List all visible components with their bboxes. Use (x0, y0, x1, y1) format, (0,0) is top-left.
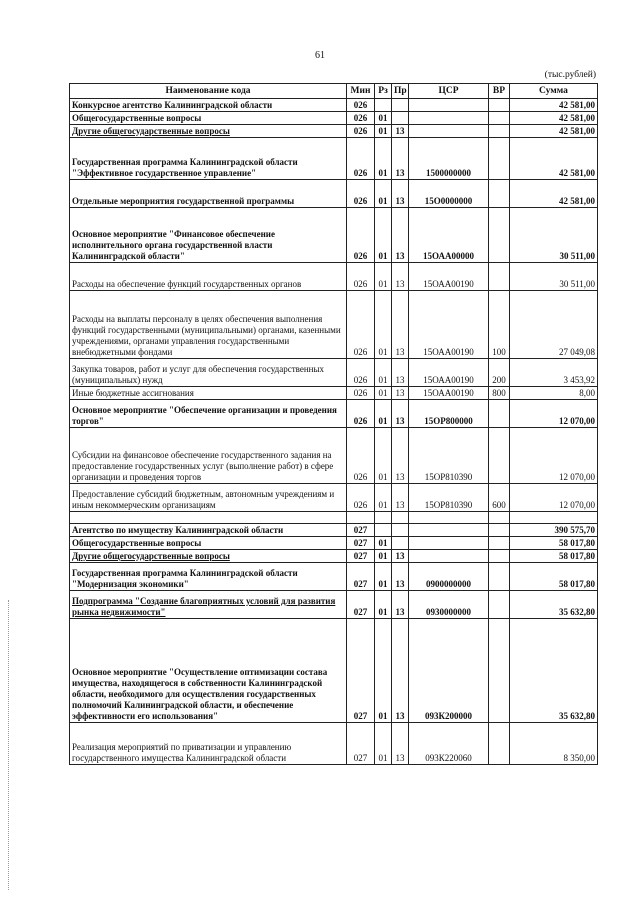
row-csr (409, 138, 489, 180)
row-csr (409, 99, 489, 112)
row-min (347, 619, 375, 723)
table-row (70, 125, 598, 138)
row-name (70, 99, 347, 112)
row-min (347, 428, 375, 484)
row-min (347, 125, 375, 138)
row-name-text: Реализация мероприятий по приватизации и управлению государственного имущества Калининградской области (72, 742, 292, 763)
row-sum (510, 563, 598, 591)
row-sum-text: 58 017,80 (559, 538, 595, 548)
row-pr-text: 13 (395, 500, 405, 510)
row-sum (510, 138, 598, 180)
row-sum (510, 428, 598, 484)
row-vr (489, 524, 510, 537)
row-min-text: 026 (353, 100, 368, 110)
row-pr (392, 524, 409, 537)
row-min (347, 524, 375, 537)
row-rz (375, 484, 392, 512)
row-csr (409, 359, 489, 387)
row-name (70, 208, 347, 263)
row-sum-text: 3 453,92 (563, 375, 595, 385)
row-name-text: Расходы на выплаты персоналу в целях обеспечения выполнения функций государственными (муниципальными) органами, казенными учреждениями, органами управления государственными внебюджетными фондами (72, 314, 341, 357)
row-min (347, 563, 375, 591)
row-pr (392, 591, 409, 619)
row-rz (375, 550, 392, 563)
table-row (70, 112, 598, 125)
row-name-text: Основное мероприятие "Финансовое обеспечение исполнительного органа государственной власти Калининградской области" (72, 229, 275, 261)
row-name-text: Другие общегосударственные вопросы (72, 126, 230, 136)
row-rz (375, 112, 392, 125)
row-csr (409, 125, 489, 138)
row-name-text: Общегосударственные вопросы (72, 538, 202, 548)
row-sum (510, 208, 598, 263)
row-min (347, 112, 375, 125)
row-csr-text: 15О0000000 (424, 196, 473, 206)
row-pr-text: 13 (395, 551, 405, 561)
row-csr-text: 15ОАА00190 (423, 347, 474, 357)
row-csr (409, 524, 489, 537)
row-sum (510, 180, 598, 208)
row-csr (409, 550, 489, 563)
row-pr (392, 428, 409, 484)
row-pr (392, 512, 409, 524)
header-rz: Рз (375, 84, 392, 99)
row-vr (489, 512, 510, 524)
row-vr (489, 180, 510, 208)
row-pr (392, 537, 409, 550)
table-row (70, 524, 598, 537)
row-csr (409, 112, 489, 125)
row-csr (409, 484, 489, 512)
row-vr (489, 359, 510, 387)
table-row (70, 387, 598, 400)
row-pr (392, 291, 409, 359)
row-pr-text: 13 (395, 347, 405, 357)
row-vr (489, 208, 510, 263)
row-vr (489, 112, 510, 125)
row-name-text: Подпрограмма "Создание благоприятных условий для развития рынка недвижимости" (72, 596, 336, 617)
row-name (70, 428, 347, 484)
row-min-text: 027 (353, 525, 368, 535)
row-name-text: Конкурсное агентство Калининградской области (72, 100, 273, 110)
row-csr (409, 591, 489, 619)
row-min (347, 99, 375, 112)
row-name-text: Другие общегосударственные вопросы (72, 551, 230, 561)
row-sum-text: 30 511,00 (559, 251, 595, 261)
header-pr: Пр (392, 84, 409, 99)
table-row (70, 619, 598, 723)
row-rz-text: 01 (378, 279, 388, 289)
row-name (70, 138, 347, 180)
row-min-text: 026 (353, 388, 368, 398)
row-min (347, 359, 375, 387)
row-sum-text: 58 017,80 (559, 579, 595, 589)
table-row (70, 512, 598, 524)
row-csr-text: 093К220060 (425, 753, 472, 763)
row-sum (510, 291, 598, 359)
row-rz (375, 263, 392, 291)
row-name-text: Отдельные мероприятия государственной программы (72, 196, 295, 206)
row-csr-text: 15ОР800000 (424, 416, 473, 426)
row-sum-text: 42 581,00 (559, 126, 595, 136)
row-name-text: Общегосударственные вопросы (72, 113, 202, 123)
row-sum-text: 35 632,80 (559, 711, 595, 721)
header-sum: Сумма (510, 84, 598, 99)
row-vr (489, 99, 510, 112)
row-rz-text: 01 (378, 711, 388, 721)
row-min (347, 263, 375, 291)
table-row (70, 208, 598, 263)
row-name (70, 112, 347, 125)
row-rz-text: 01 (378, 388, 388, 398)
row-min-text: 026 (353, 375, 368, 385)
row-sum-text: 8,00 (579, 388, 595, 398)
row-sum (510, 400, 598, 428)
row-csr-text: 1500000000 (426, 168, 471, 178)
table-row (70, 484, 598, 512)
row-pr (392, 400, 409, 428)
row-csr-text: 0930000000 (426, 607, 471, 617)
row-min-text: 026 (353, 251, 368, 261)
units-label: (тыс.рублей) (544, 70, 596, 80)
row-name (70, 400, 347, 428)
header-name: Наименование кода (70, 84, 347, 99)
row-vr (489, 537, 510, 550)
row-name (70, 537, 347, 550)
row-pr-text: 13 (395, 579, 405, 589)
row-pr-text: 13 (395, 388, 405, 398)
row-min-text: 026 (353, 168, 368, 178)
row-rz-text: 01 (378, 607, 388, 617)
row-pr (392, 619, 409, 723)
row-vr-text: 100 (492, 347, 506, 357)
row-rz-text: 01 (378, 753, 388, 763)
row-rz (375, 138, 392, 180)
row-pr (392, 359, 409, 387)
row-csr-text: 15ОР810390 (424, 472, 473, 482)
row-sum (510, 359, 598, 387)
row-min-text: 027 (353, 579, 368, 589)
row-sum-text: 35 632,80 (559, 607, 595, 617)
table-row (70, 138, 598, 180)
row-sum (510, 550, 598, 563)
row-sum (510, 537, 598, 550)
row-name-text: Основное мероприятие "Обеспечение организации и проведения торгов" (72, 405, 337, 426)
row-name-text: Закупка товаров, работ и услуг для обеспечения государственных (муниципальных) нужд (72, 364, 325, 385)
row-name (70, 512, 347, 524)
row-rz (375, 400, 392, 428)
row-sum-text: 390 575,70 (554, 525, 595, 535)
table-row (70, 428, 598, 484)
row-pr-text: 13 (395, 375, 405, 385)
row-name (70, 619, 347, 723)
row-vr (489, 484, 510, 512)
row-name (70, 125, 347, 138)
row-csr (409, 723, 489, 765)
row-csr (409, 208, 489, 263)
row-csr-text: 15ОАА00190 (423, 279, 474, 289)
row-vr (489, 138, 510, 180)
row-min-text: 026 (353, 196, 368, 206)
header-csr: ЦСР (409, 84, 489, 99)
row-rz-text: 01 (378, 500, 388, 510)
row-pr (392, 208, 409, 263)
row-min (347, 537, 375, 550)
table-row (70, 99, 598, 112)
row-name-text: Агентство по имуществу Калининградской области (72, 525, 284, 535)
row-name-text: Государственная программа Калининградской области "Модернизация экономики" (72, 568, 298, 589)
row-rz (375, 180, 392, 208)
row-csr-text: 15ОАА00190 (423, 388, 474, 398)
row-min-text: 026 (353, 500, 368, 510)
row-pr-text: 13 (395, 196, 405, 206)
row-csr (409, 512, 489, 524)
table-row (70, 263, 598, 291)
row-rz-text: 01 (378, 538, 388, 548)
row-min (347, 400, 375, 428)
row-min-text: 027 (353, 538, 368, 548)
row-vr (489, 263, 510, 291)
row-csr-text: 15ОР810390 (424, 500, 473, 510)
table-row (70, 537, 598, 550)
row-rz-text: 01 (378, 375, 388, 385)
table-row (70, 591, 598, 619)
row-rz-text: 01 (378, 472, 388, 482)
row-min-text: 026 (353, 347, 368, 357)
row-pr (392, 484, 409, 512)
row-name (70, 591, 347, 619)
row-name (70, 359, 347, 387)
row-min (347, 484, 375, 512)
row-min-text: 026 (353, 472, 368, 482)
row-sum (510, 619, 598, 723)
row-pr-text: 13 (395, 607, 405, 617)
table-header-row (70, 84, 598, 99)
table-row (70, 359, 598, 387)
row-rz (375, 723, 392, 765)
row-sum (510, 99, 598, 112)
row-rz (375, 537, 392, 550)
row-csr (409, 428, 489, 484)
row-sum-text: 12 070,00 (559, 472, 595, 482)
row-min (347, 291, 375, 359)
row-min (347, 591, 375, 619)
row-name (70, 387, 347, 400)
row-sum (510, 524, 598, 537)
row-rz (375, 359, 392, 387)
row-name (70, 524, 347, 537)
row-csr (409, 387, 489, 400)
row-pr-text: 13 (395, 711, 405, 721)
row-min-text: 027 (353, 607, 368, 617)
row-rz-text: 01 (378, 251, 388, 261)
row-sum-text: 42 581,00 (559, 168, 595, 178)
row-csr-text: 15ОАА00000 (422, 251, 475, 261)
row-pr-text: 13 (395, 168, 405, 178)
row-pr (392, 263, 409, 291)
row-csr (409, 400, 489, 428)
row-pr-text: 13 (395, 416, 405, 426)
row-csr (409, 619, 489, 723)
row-pr (392, 99, 409, 112)
row-vr (489, 723, 510, 765)
row-sum (510, 512, 598, 524)
row-sum-text: 27 049,08 (559, 347, 595, 357)
row-rz-text: 01 (378, 168, 388, 178)
row-min (347, 512, 375, 524)
row-rz (375, 619, 392, 723)
row-vr (489, 387, 510, 400)
row-pr-text: 13 (395, 753, 405, 763)
row-sum-text: 12 070,00 (559, 416, 595, 426)
row-pr (392, 180, 409, 208)
row-pr (392, 387, 409, 400)
row-name-text: Предоставление субсидий бюджетным, автономным учреждениям и иным некоммерческим организациям (72, 489, 335, 510)
row-name-text: Субсидии на финансовое обеспечение государственного задания на предоставление государственных услуг (выполнение работ) в сфере организации и проведения торгов (72, 450, 334, 482)
row-rz-text: 01 (378, 579, 388, 589)
row-vr (489, 550, 510, 563)
row-name-text: Расходы на обеспечение функций государственных органов (72, 279, 302, 289)
row-vr (489, 291, 510, 359)
row-name (70, 550, 347, 563)
row-name (70, 291, 347, 359)
row-vr-text: 200 (492, 375, 506, 385)
row-rz-text: 01 (378, 347, 388, 357)
row-sum (510, 484, 598, 512)
row-name (70, 484, 347, 512)
row-rz (375, 591, 392, 619)
row-name-text: Государственная программа Калининградской области "Эффективное государственное управление" (72, 157, 298, 178)
row-rz-text: 01 (378, 126, 388, 136)
row-sum (510, 125, 598, 138)
table-row (70, 563, 598, 591)
row-vr-text: 600 (492, 500, 506, 510)
row-csr-text: 093К200000 (424, 711, 473, 721)
row-csr-text: 15ОАА00190 (423, 375, 474, 385)
row-rz-text: 01 (378, 416, 388, 426)
row-rz-text: 01 (378, 196, 388, 206)
header-vr: ВР (489, 84, 510, 99)
row-vr (489, 428, 510, 484)
row-vr (489, 400, 510, 428)
table-row (70, 723, 598, 765)
row-sum-text: 12 070,00 (559, 500, 595, 510)
row-pr (392, 125, 409, 138)
row-pr-text: 13 (395, 279, 405, 289)
table-row (70, 400, 598, 428)
row-rz (375, 387, 392, 400)
row-sum-text: 8 350,00 (563, 753, 595, 763)
row-min (347, 550, 375, 563)
row-min (347, 723, 375, 765)
table-row (70, 291, 598, 359)
row-name (70, 563, 347, 591)
row-vr (489, 563, 510, 591)
row-vr (489, 619, 510, 723)
row-vr (489, 591, 510, 619)
row-sum (510, 591, 598, 619)
table-body (70, 99, 598, 765)
row-rz (375, 512, 392, 524)
row-vr (489, 125, 510, 138)
row-name-text: Иные бюджетные ассигнования (72, 388, 194, 398)
row-min-text: 027 (353, 711, 368, 721)
row-sum-text: 42 581,00 (559, 100, 595, 110)
row-pr-text: 13 (395, 472, 405, 482)
table-row (70, 180, 598, 208)
row-sum (510, 263, 598, 291)
row-pr-text: 13 (395, 126, 405, 136)
row-csr (409, 291, 489, 359)
row-min-text: 026 (353, 416, 368, 426)
row-pr (392, 112, 409, 125)
row-sum (510, 387, 598, 400)
row-sum-text: 42 581,00 (559, 196, 595, 206)
row-min (347, 180, 375, 208)
row-csr-text: 0900000000 (426, 579, 471, 589)
row-rz (375, 563, 392, 591)
row-rz-text: 01 (378, 551, 388, 561)
row-csr (409, 180, 489, 208)
row-pr-text: 13 (395, 251, 405, 261)
row-csr (409, 563, 489, 591)
row-pr (392, 550, 409, 563)
row-min (347, 138, 375, 180)
row-min (347, 208, 375, 263)
margin-marks (8, 600, 10, 890)
row-name (70, 263, 347, 291)
row-csr (409, 263, 489, 291)
table-row (70, 550, 598, 563)
budget-table (69, 83, 598, 765)
row-min (347, 387, 375, 400)
row-min-text: 027 (353, 551, 368, 561)
row-rz (375, 291, 392, 359)
row-vr-text: 800 (492, 388, 506, 398)
row-min-text: 026 (353, 126, 368, 136)
row-name (70, 180, 347, 208)
row-min-text: 026 (353, 113, 368, 123)
row-rz (375, 524, 392, 537)
row-rz (375, 99, 392, 112)
row-csr (409, 537, 489, 550)
row-pr (392, 563, 409, 591)
header-min: Мин (347, 84, 375, 99)
row-sum-text: 42 581,00 (559, 113, 595, 123)
row-pr (392, 138, 409, 180)
row-rz (375, 428, 392, 484)
row-rz-text: 01 (378, 113, 388, 123)
row-name (70, 723, 347, 765)
row-sum (510, 112, 598, 125)
row-name-text: Основное мероприятие "Осуществление оптимизации состава имущества, находящегося в собственности Калининградской области, необходимого для осуществления государственных полномочий Калининградской области, и обеспечение эффективности его использования" (72, 667, 328, 721)
row-rz (375, 208, 392, 263)
row-min-text: 026 (353, 279, 368, 289)
row-sum (510, 723, 598, 765)
row-rz (375, 125, 392, 138)
row-min-text: 027 (353, 753, 368, 763)
row-pr (392, 723, 409, 765)
page-number: 61 (315, 50, 325, 61)
row-sum-text: 30 511,00 (559, 279, 595, 289)
row-sum-text: 58 017,80 (559, 551, 595, 561)
